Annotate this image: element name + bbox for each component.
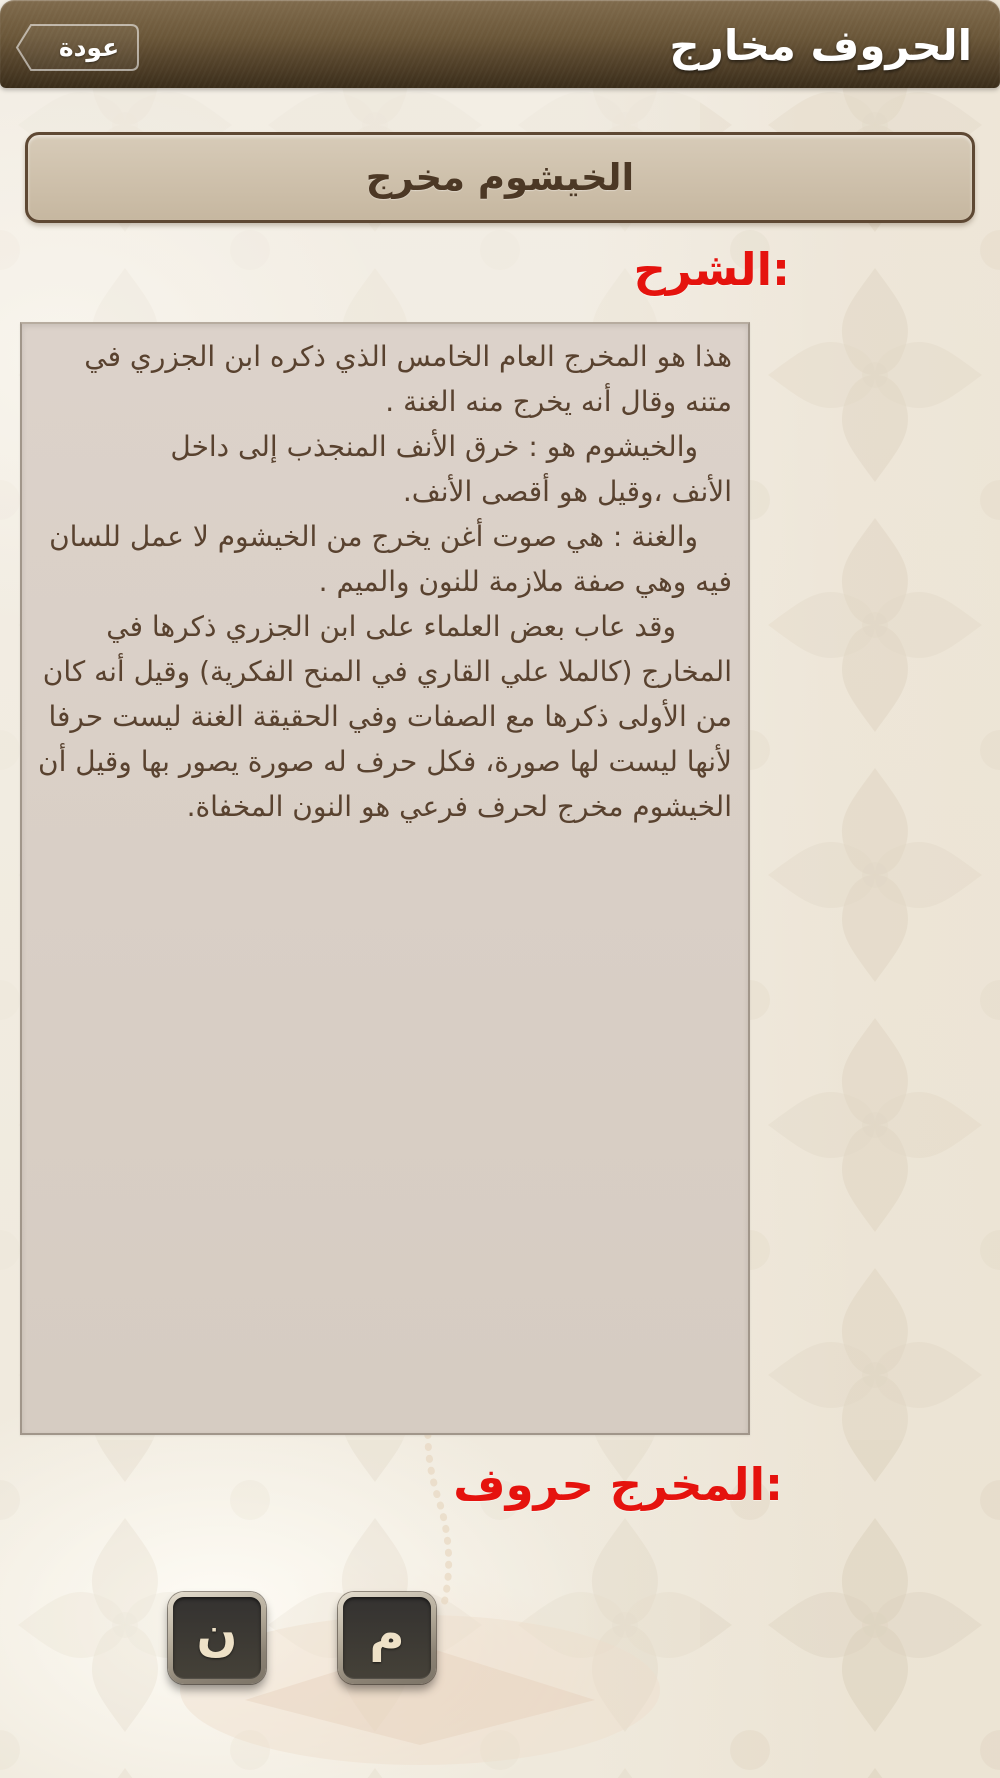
back-button[interactable]	[14, 23, 142, 72]
explanation-line: والغنة : هي صوت أغن يخرج من الخيشوم لا عمل للسان	[49, 520, 698, 553]
explanation-line: فيه وهي صفة ملازمة للنون والميم .	[318, 565, 732, 598]
makhraj-title: مخرج الخيشوم	[365, 156, 635, 199]
page-title: مخارج الحروف	[669, 21, 972, 70]
makhraj-letters-heading: حروف المخرج:	[453, 1458, 783, 1511]
explanation-line: الخيشوم مخرج لحرف فرعي هو النون المخفاة.	[186, 790, 732, 823]
explanation-line: والخيشوم هو : خرق الأنف المنجذب إلى داخل	[170, 430, 698, 463]
letter-meem-label: م	[343, 1597, 431, 1679]
explanation-line: الأنف ،وقيل هو أقصى الأنف.	[402, 475, 732, 508]
letter-buttons-row	[168, 1592, 436, 1684]
nav-bar	[0, 0, 1000, 88]
explanation-heading: الشرح:	[633, 243, 790, 296]
explanation-line: متنه وقال أنه يخرج منه الغنة .	[385, 385, 732, 418]
letter-noon-label: ن	[173, 1597, 261, 1679]
explanation-line: من الأولى ذكرها مع الصفات وفي الحقيقة الغنة ليست حرفا	[48, 700, 732, 733]
makhraj-title-box	[25, 132, 975, 223]
letter-button-meem[interactable]	[338, 1592, 436, 1684]
explanation-text-box[interactable]	[20, 322, 750, 1435]
explanation-line: المخارج (كالملا علي القاري في المنح الفكرية) وقيل أنه كان	[42, 655, 732, 688]
back-button-label: عودة	[58, 33, 120, 62]
explanation-line: لأنها ليست لها صورة، فكل حرف له صورة يصور بها وقيل أن	[38, 745, 732, 778]
letter-button-noon[interactable]	[168, 1592, 266, 1684]
explanation-line: هذا هو المخرج العام الخامس الذي ذكره ابن الجزري في	[84, 340, 732, 373]
explanation-line: وقد عاب بعض العلماء على ابن الجزري ذكرها في	[106, 610, 676, 643]
